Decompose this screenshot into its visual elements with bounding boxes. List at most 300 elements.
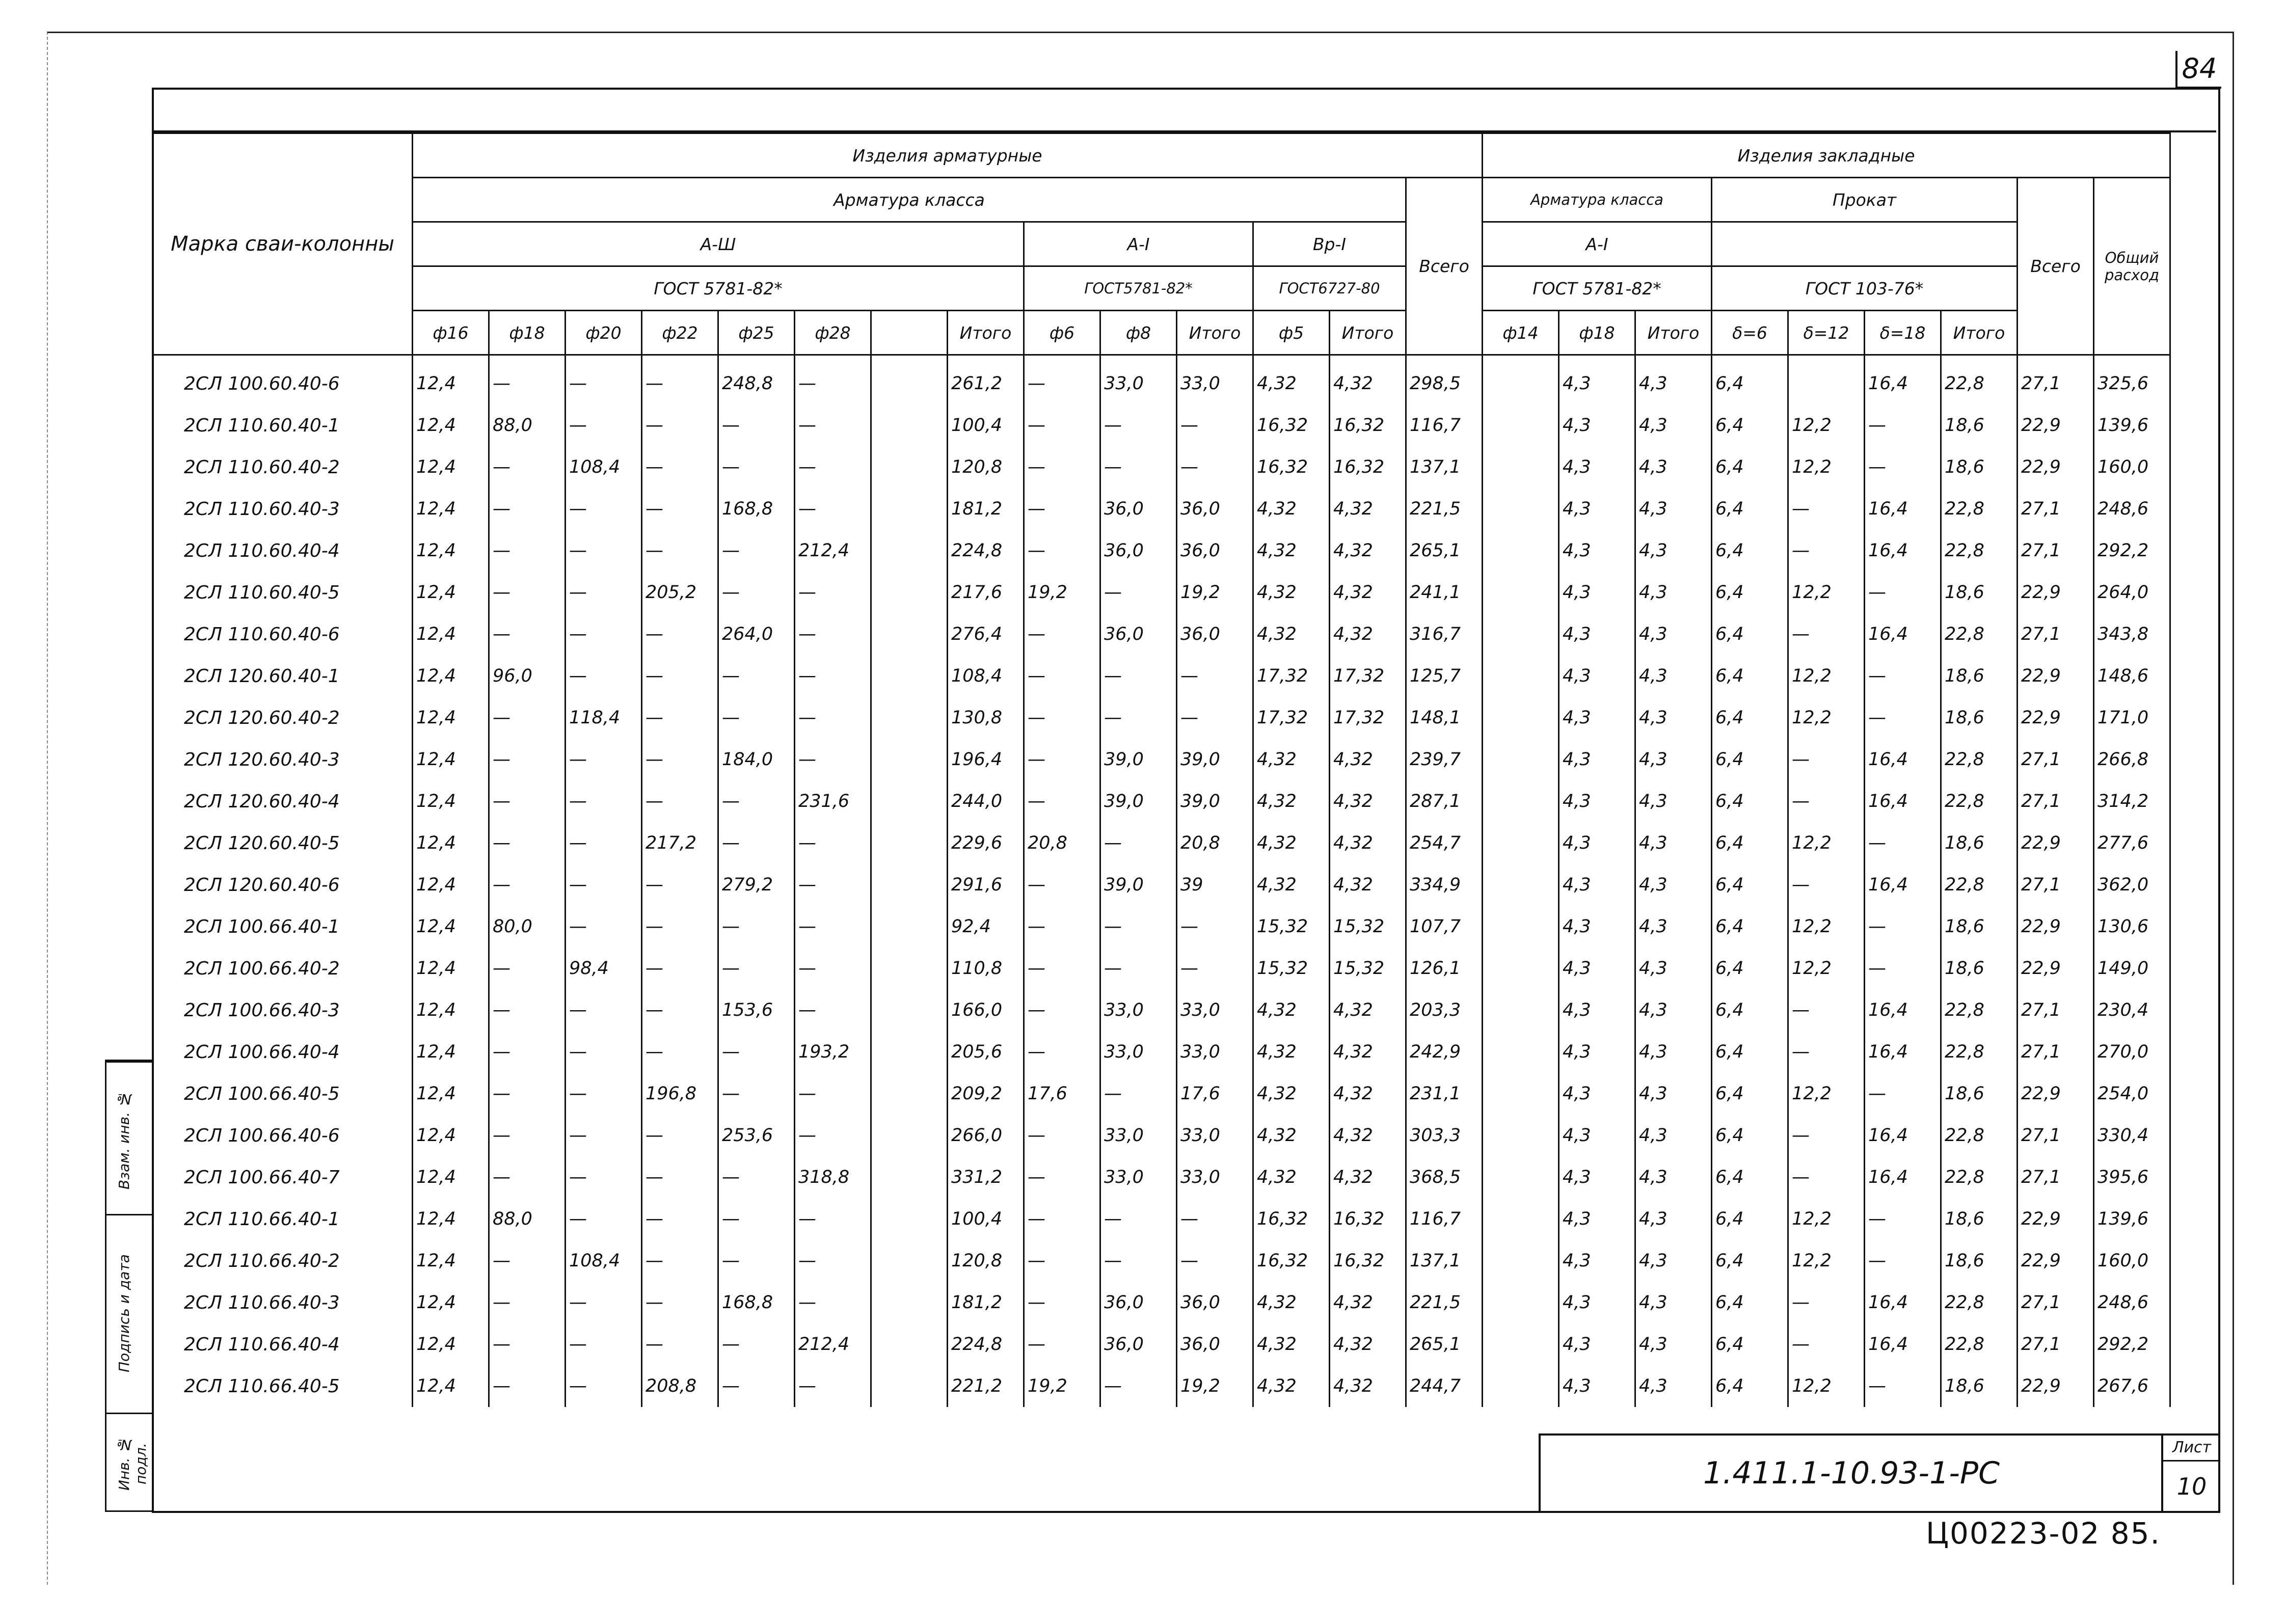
table-cell: 221,5: [1406, 1282, 1483, 1323]
table-cell: 27,1: [2018, 1156, 2094, 1198]
table-cell: —: [795, 1198, 871, 1240]
mark-cell: 2СЛ 120.60.40-4: [153, 780, 413, 822]
table-cell: 298,5: [1406, 355, 1483, 405]
table-cell: [1483, 404, 1559, 446]
table-cell: 22,8: [1941, 1282, 2018, 1323]
table-cell: 4,3: [1559, 697, 1635, 739]
table-cell: 6,4: [1712, 1240, 1788, 1282]
table-cell: —: [795, 613, 871, 655]
table-cell: [871, 822, 948, 864]
table-cell: 4,3: [1635, 1198, 1712, 1240]
table-cell: —: [718, 446, 795, 488]
table-cell: —: [642, 739, 718, 780]
table-row: [153, 1198, 2170, 1240]
table-cell: —: [1865, 1240, 1941, 1282]
table-cell: 100,4: [948, 404, 1024, 446]
table-cell: 4,32: [1253, 1282, 1330, 1323]
table-cell: 4,32: [1330, 355, 1406, 405]
table-cell: 209,2: [948, 1073, 1024, 1115]
table-cell: 4,32: [1330, 864, 1406, 906]
table-cell: 36,0: [1100, 488, 1177, 530]
table-cell: 16,4: [1865, 780, 1941, 822]
table-cell: —: [1865, 1365, 1941, 1407]
table-cell: —: [1100, 822, 1177, 864]
side-stamp-divider: [106, 1061, 153, 1063]
table-cell: [871, 906, 948, 948]
col-itogo-a3: Итого: [948, 311, 1024, 355]
table-cell: 4,32: [1330, 1115, 1406, 1156]
table-cell: 6,4: [1712, 948, 1788, 989]
table-cell: 4,3: [1559, 780, 1635, 822]
table-cell: —: [718, 572, 795, 613]
table-cell: [871, 446, 948, 488]
table-cell: —: [1788, 864, 1865, 906]
gost-a1-header: ГОСТ5781-82*: [1024, 266, 1253, 311]
table-cell: 12,4: [413, 1115, 489, 1156]
table-cell: —: [642, 948, 718, 989]
table-cell: —: [1100, 1198, 1177, 1240]
table-cell: —: [1024, 1240, 1100, 1282]
table-cell: 6,4: [1712, 906, 1788, 948]
table-cell: —: [566, 404, 642, 446]
table-cell: 12,2: [1788, 446, 1865, 488]
mark-cell: 2СЛ 110.60.40-2: [153, 446, 413, 488]
table-cell: 33,0: [1177, 1156, 1253, 1198]
table-cell: 4,3: [1635, 989, 1712, 1031]
table-cell: —: [489, 780, 566, 822]
table-cell: —: [1865, 822, 1941, 864]
table-cell: —: [1100, 948, 1177, 989]
table-cell: 12,4: [413, 530, 489, 572]
spec-table-body: [153, 355, 2170, 1408]
table-cell: 22,9: [2018, 446, 2094, 488]
table-cell: —: [489, 697, 566, 739]
table-cell: 4,3: [1635, 822, 1712, 864]
table-row: [153, 572, 2170, 613]
table-cell: [1483, 1240, 1559, 1282]
table-cell: —: [489, 1365, 566, 1407]
table-cell: 4,32: [1330, 572, 1406, 613]
table-cell: 4,32: [1253, 1073, 1330, 1115]
table-row: [153, 488, 2170, 530]
table-cell: 224,8: [948, 1323, 1024, 1365]
table-cell: 4,3: [1635, 1031, 1712, 1073]
table-cell: 4,3: [1635, 404, 1712, 446]
table-cell: —: [566, 989, 642, 1031]
table-cell: —: [1024, 1115, 1100, 1156]
col-d18-embedded: ф18: [1559, 311, 1635, 355]
table-cell: 330,4: [2094, 1115, 2170, 1156]
table-cell: —: [566, 1323, 642, 1365]
table-cell: 303,3: [1406, 1115, 1483, 1156]
table-cell: 287,1: [1406, 780, 1483, 822]
table-cell: —: [1024, 1323, 1100, 1365]
table-cell: 4,32: [1253, 1365, 1330, 1407]
table-cell: 4,3: [1559, 1365, 1635, 1407]
table-cell: [871, 989, 948, 1031]
table-cell: —: [642, 655, 718, 697]
table-cell: —: [718, 780, 795, 822]
table-cell: 4,3: [1559, 1198, 1635, 1240]
table-cell: 120,8: [948, 1240, 1024, 1282]
table-cell: 6,4: [1712, 446, 1788, 488]
table-cell: —: [795, 697, 871, 739]
table-cell: [1483, 446, 1559, 488]
table-cell: 16,4: [1865, 739, 1941, 780]
table-cell: 18,6: [1941, 906, 2018, 948]
table-cell: 4,32: [1330, 822, 1406, 864]
table-cell: 20,8: [1024, 822, 1100, 864]
table-cell: 4,32: [1253, 355, 1330, 405]
col-itogo-rolled: Итого: [1941, 311, 2018, 355]
table-cell: 4,3: [1559, 1240, 1635, 1282]
table-cell: 6,4: [1712, 864, 1788, 906]
table-cell: 4,3: [1635, 488, 1712, 530]
table-cell: 88,0: [489, 1198, 566, 1240]
table-cell: —: [795, 404, 871, 446]
table-cell: [871, 1198, 948, 1240]
table-cell: 4,3: [1635, 1115, 1712, 1156]
table-row: [153, 1073, 2170, 1115]
table-cell: 242,9: [1406, 1031, 1483, 1073]
table-cell: —: [566, 1156, 642, 1198]
table-cell: 148,1: [1406, 697, 1483, 739]
table-cell: 231,6: [795, 780, 871, 822]
table-cell: 16,32: [1330, 446, 1406, 488]
table-cell: [1483, 1323, 1559, 1365]
mark-cell: 2СЛ 110.60.40-3: [153, 488, 413, 530]
table-cell: —: [566, 655, 642, 697]
table-cell: 6,4: [1712, 780, 1788, 822]
table-cell: 12,4: [413, 355, 489, 405]
table-cell: 4,32: [1253, 739, 1330, 780]
table-cell: [1483, 780, 1559, 822]
table-cell: 27,1: [2018, 530, 2094, 572]
table-cell: 253,6: [718, 1115, 795, 1156]
table-cell: 4,32: [1330, 613, 1406, 655]
table-cell: 16,32: [1330, 404, 1406, 446]
table-cell: 4,3: [1635, 864, 1712, 906]
table-cell: —: [795, 446, 871, 488]
table-cell: 27,1: [2018, 989, 2094, 1031]
table-cell: 244,7: [1406, 1365, 1483, 1407]
table-cell: 160,0: [2094, 1240, 2170, 1282]
table-cell: 19,2: [1177, 1365, 1253, 1407]
table-cell: —: [718, 1156, 795, 1198]
sheet-box: [2161, 1436, 2220, 1511]
table-cell: 17,32: [1330, 655, 1406, 697]
table-cell: —: [642, 488, 718, 530]
table-cell: —: [1177, 404, 1253, 446]
table-cell: 39: [1177, 864, 1253, 906]
table-cell: [871, 613, 948, 655]
table-cell: 196,8: [642, 1073, 718, 1115]
table-cell: [871, 739, 948, 780]
table-cell: 18,6: [1941, 1240, 2018, 1282]
table-row: [153, 613, 2170, 655]
table-cell: 39,0: [1100, 864, 1177, 906]
table-cell: —: [1100, 446, 1177, 488]
table-cell: —: [642, 864, 718, 906]
col-d16: ф16: [413, 311, 489, 355]
table-cell: 139,6: [2094, 404, 2170, 446]
table-cell: —: [1024, 613, 1100, 655]
table-cell: 292,2: [2094, 530, 2170, 572]
table-cell: 4,3: [1559, 1073, 1635, 1115]
table-cell: 33,0: [1177, 989, 1253, 1031]
table-cell: 4,3: [1635, 572, 1712, 613]
table-cell: 4,32: [1330, 1282, 1406, 1323]
table-cell: 292,2: [2094, 1323, 2170, 1365]
table-cell: 27,1: [2018, 780, 2094, 822]
table-cell: 12,2: [1788, 1240, 1865, 1282]
table-cell: [1483, 1365, 1559, 1407]
table-cell: 325,6: [2094, 355, 2170, 405]
archive-code: Ц00223-02 85.: [1926, 1516, 2161, 1551]
table-cell: 18,6: [1941, 655, 2018, 697]
table-cell: —: [489, 1323, 566, 1365]
mark-cell: 2СЛ 110.60.40-1: [153, 404, 413, 446]
table-cell: —: [566, 1031, 642, 1073]
table-cell: 4,3: [1559, 1282, 1635, 1323]
table-cell: 33,0: [1177, 355, 1253, 405]
table-cell: —: [1865, 572, 1941, 613]
table-cell: 15,32: [1253, 906, 1330, 948]
mark-cell: 2СЛ 120.60.40-5: [153, 822, 413, 864]
table-cell: —: [1177, 1198, 1253, 1240]
table-cell: 36,0: [1177, 1282, 1253, 1323]
table-cell: 12,2: [1788, 404, 1865, 446]
table-cell: 4,32: [1253, 822, 1330, 864]
table-cell: 17,32: [1253, 697, 1330, 739]
table-cell: —: [489, 613, 566, 655]
table-cell: —: [1100, 572, 1177, 613]
table-cell: 22,8: [1941, 864, 2018, 906]
table-row: [153, 780, 2170, 822]
table-cell: 108,4: [566, 446, 642, 488]
table-cell: 265,1: [1406, 530, 1483, 572]
table-cell: 22,8: [1941, 989, 2018, 1031]
table-cell: 6,4: [1712, 404, 1788, 446]
table-cell: [1483, 1073, 1559, 1115]
table-cell: 16,4: [1865, 530, 1941, 572]
table-cell: —: [1024, 906, 1100, 948]
table-cell: —: [642, 1031, 718, 1073]
table-cell: 4,32: [1330, 780, 1406, 822]
table-cell: [1483, 1156, 1559, 1198]
table-cell: [1483, 655, 1559, 697]
table-cell: 4,32: [1253, 572, 1330, 613]
table-cell: 16,32: [1330, 1198, 1406, 1240]
table-cell: —: [642, 1282, 718, 1323]
table-cell: —: [718, 1365, 795, 1407]
table-cell: 12,4: [413, 1156, 489, 1198]
table-cell: 18,6: [1941, 1198, 2018, 1240]
table-cell: —: [1024, 739, 1100, 780]
table-cell: —: [795, 989, 871, 1031]
table-cell: —: [642, 530, 718, 572]
table-cell: —: [566, 739, 642, 780]
table-cell: 181,2: [948, 1282, 1024, 1323]
table-cell: 16,32: [1253, 446, 1330, 488]
table-cell: —: [1177, 1240, 1253, 1282]
table-cell: 16,4: [1865, 1031, 1941, 1073]
table-cell: 27,1: [2018, 355, 2094, 405]
table-cell: —: [1024, 989, 1100, 1031]
table-cell: —: [1177, 697, 1253, 739]
table-cell: 4,3: [1635, 1156, 1712, 1198]
table-cell: [1788, 355, 1865, 405]
table-cell: 19,2: [1177, 572, 1253, 613]
table-cell: 4,3: [1635, 1240, 1712, 1282]
table-cell: 4,3: [1559, 572, 1635, 613]
table-cell: 22,9: [2018, 697, 2094, 739]
table-cell: —: [566, 864, 642, 906]
table-cell: 16,32: [1330, 1240, 1406, 1282]
col-d25: ф25: [718, 311, 795, 355]
table-cell: 6,4: [1712, 1031, 1788, 1073]
col-d6: ф6: [1024, 311, 1100, 355]
table-cell: —: [566, 1282, 642, 1323]
table-cell: 205,6: [948, 1031, 1024, 1073]
table-cell: 18,6: [1941, 572, 2018, 613]
table-cell: 4,3: [1635, 1323, 1712, 1365]
mark-cell: 2СЛ 100.66.40-7: [153, 1156, 413, 1198]
table-cell: —: [1024, 1156, 1100, 1198]
gost-a3-header: ГОСТ 5781-82*: [413, 266, 1024, 311]
table-row: [153, 1115, 2170, 1156]
table-cell: 316,7: [1406, 613, 1483, 655]
table-cell: 12,4: [413, 989, 489, 1031]
table-cell: —: [718, 822, 795, 864]
table-cell: 6,4: [1712, 613, 1788, 655]
table-cell: —: [566, 355, 642, 405]
table-cell: —: [795, 906, 871, 948]
table-cell: 36,0: [1177, 1323, 1253, 1365]
table-cell: 261,2: [948, 355, 1024, 405]
col-t6: δ=6: [1712, 311, 1788, 355]
table-cell: 148,6: [2094, 655, 2170, 697]
table-cell: 17,6: [1024, 1073, 1100, 1115]
table-cell: 12,4: [413, 1031, 489, 1073]
side-stamp: [105, 1060, 153, 1512]
table-cell: 4,32: [1253, 1031, 1330, 1073]
table-cell: 12,4: [413, 906, 489, 948]
table-cell: 36,0: [1100, 1323, 1177, 1365]
table-cell: 217,6: [948, 572, 1024, 613]
table-cell: 16,32: [1253, 404, 1330, 446]
table-cell: —: [642, 906, 718, 948]
table-cell: 203,3: [1406, 989, 1483, 1031]
table-cell: —: [566, 530, 642, 572]
table-cell: 118,4: [566, 697, 642, 739]
table-cell: —: [795, 739, 871, 780]
table-cell: 27,1: [2018, 1031, 2094, 1073]
mark-cell: 2СЛ 120.60.40-1: [153, 655, 413, 697]
side-stamp-vzam-inv: Взам. инв. №: [116, 1091, 132, 1189]
table-cell: —: [642, 697, 718, 739]
col-t18: δ=18: [1865, 311, 1941, 355]
table-cell: 16,4: [1865, 864, 1941, 906]
table-cell: 27,1: [2018, 739, 2094, 780]
table-cell: 12,4: [413, 446, 489, 488]
mark-header: Марка сваи-колонны: [153, 133, 413, 355]
table-cell: —: [1100, 655, 1177, 697]
col-d20: ф20: [566, 311, 642, 355]
table-cell: 6,4: [1712, 1323, 1788, 1365]
table-cell: —: [1788, 530, 1865, 572]
table-cell: —: [1177, 948, 1253, 989]
table-cell: [871, 1073, 948, 1115]
table-cell: 4,3: [1635, 655, 1712, 697]
table-cell: 22,8: [1941, 488, 2018, 530]
mark-cell: 2СЛ 100.66.40-1: [153, 906, 413, 948]
table-row: [153, 1282, 2170, 1323]
table-cell: [871, 355, 948, 405]
table-cell: 4,32: [1330, 1323, 1406, 1365]
table-cell: —: [1788, 989, 1865, 1031]
table-cell: 244,0: [948, 780, 1024, 822]
table-cell: 12,4: [413, 739, 489, 780]
table-cell: 6,4: [1712, 1282, 1788, 1323]
table-cell: —: [1024, 446, 1100, 488]
table-cell: —: [795, 1115, 871, 1156]
col-itogo-embedded: Итого: [1635, 311, 1712, 355]
table-cell: 39,0: [1177, 739, 1253, 780]
table-cell: 276,4: [948, 613, 1024, 655]
table-cell: 160,0: [2094, 446, 2170, 488]
document-code: 1.411.1-10.93-1-РС: [1703, 1455, 2000, 1491]
table-cell: 264,0: [718, 613, 795, 655]
table-cell: 18,6: [1941, 1365, 2018, 1407]
table-cell: 4,3: [1635, 1282, 1712, 1323]
table-cell: 12,4: [413, 404, 489, 446]
table-cell: 4,32: [1253, 989, 1330, 1031]
table-cell: 6,4: [1712, 697, 1788, 739]
table-row: [153, 864, 2170, 906]
col-itogo-vp1: Итого: [1330, 311, 1406, 355]
table-cell: —: [1788, 613, 1865, 655]
table-cell: —: [1024, 655, 1100, 697]
table-cell: 254,0: [2094, 1073, 2170, 1115]
table-cell: 6,4: [1712, 572, 1788, 613]
table-cell: 166,0: [948, 989, 1024, 1031]
table-cell: 318,8: [795, 1156, 871, 1198]
table-cell: —: [795, 572, 871, 613]
table-cell: [1483, 822, 1559, 864]
table-cell: 12,2: [1788, 655, 1865, 697]
table-cell: —: [1177, 906, 1253, 948]
table-cell: 4,32: [1330, 530, 1406, 572]
table-cell: —: [1024, 404, 1100, 446]
rolled-header: Прокат: [1712, 178, 2018, 222]
embedded-class-a1-header: А-I: [1483, 222, 1712, 266]
table-cell: 4,32: [1330, 1073, 1406, 1115]
table-cell: 6,4: [1712, 739, 1788, 780]
col-d14: ф14: [1483, 311, 1559, 355]
table-cell: —: [1100, 1240, 1177, 1282]
table-cell: 221,2: [948, 1365, 1024, 1407]
table-cell: 80,0: [489, 906, 566, 948]
table-cell: [1483, 1031, 1559, 1073]
table-cell: —: [642, 989, 718, 1031]
table-cell: 92,4: [948, 906, 1024, 948]
table-cell: 254,7: [1406, 822, 1483, 864]
table-cell: —: [489, 822, 566, 864]
table-cell: 22,9: [2018, 404, 2094, 446]
table-cell: 212,4: [795, 1323, 871, 1365]
table-cell: 221,5: [1406, 488, 1483, 530]
